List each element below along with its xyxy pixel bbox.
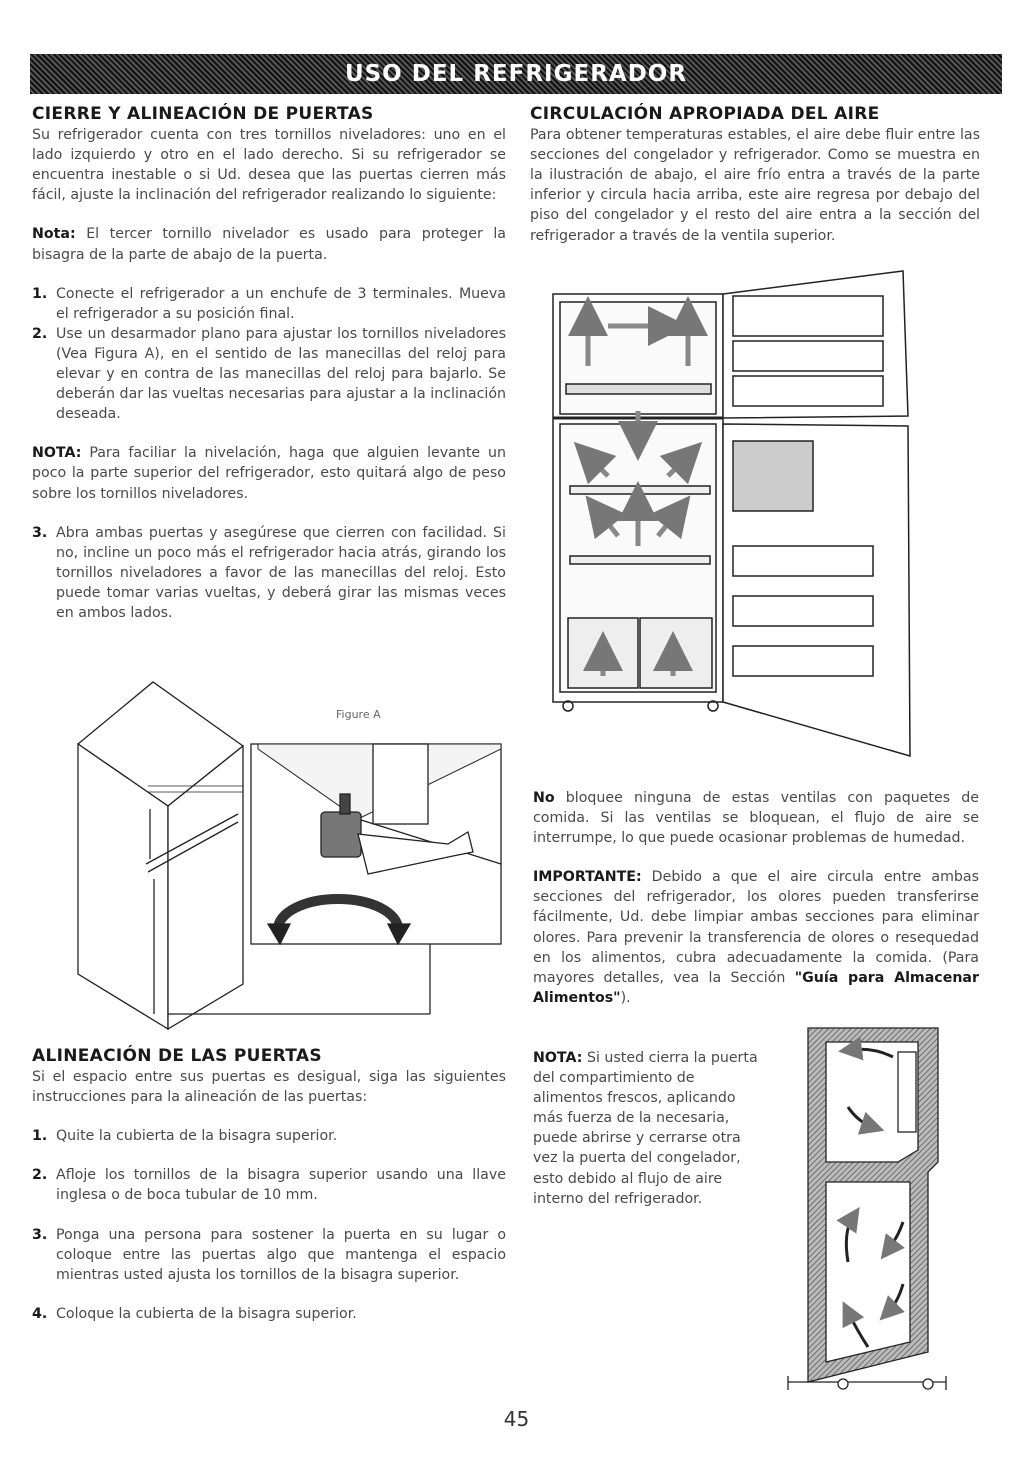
- list-item: [32, 523, 506, 623]
- nota-line: Si usted cierra la puerta: [582, 1050, 758, 1066]
- banner-title: USO DEL REFRIGERADOR: [344, 61, 688, 87]
- nota-line: vez la puerta del congelador,: [533, 1150, 741, 1167]
- step-number: 3.: [32, 524, 48, 541]
- list-item: [32, 1165, 506, 1205]
- left-column-bottom: [32, 1046, 506, 1343]
- nota-hinge: [32, 224, 506, 264]
- important-text: Debido a que el aire circula entre ambas secciones del refrigerador, los olores pueden transferirse fácilmente, Ud. debe limpiar ambas secciones para eliminar olores. Para prevenir la transferencia de olores o resequedad en los alimentos, cubra adecuadamente la comida. (Para mayores detalles, vea la Sección: [533, 869, 979, 986]
- left-column-top: [32, 104, 506, 642]
- step-text: Use un desarmador plano para ajustar los tornillos niveladores (Vea Figura A), en el sentido de las manecillas del reloj para elevar y en contra de las manecillas del reloj para bajarlo. Se deberán dar las vueltas necesarias para ajustar a la inclinación deseada.: [56, 325, 506, 423]
- cross-section-illustration: [778, 1022, 948, 1394]
- important-guide-ref: "Guía para Almacenar Alimentos": [533, 969, 979, 1006]
- leveling-steps: [32, 284, 506, 425]
- nota-door-force: [533, 1048, 773, 1209]
- list-item: [32, 324, 506, 424]
- page-number: 45: [503, 1407, 530, 1431]
- door-alignment-intro: Si el espacio entre sus puertas es desigual, siga las siguientes instrucciones para la alineación de las puertas:: [32, 1069, 506, 1106]
- section-title-door-closing: CIERRE Y ALINEACIÓN DE PUERTAS: [32, 104, 374, 124]
- section-banner: [30, 54, 1002, 94]
- air-circulation-intro: Para obtener temperaturas estables, el aire debe fluir entre las secciones del congelador y refrigerador. Como se muestra en la ilustración de abajo, el aire frío entra a través de la parte inferior y circula hacia arriba, este aire regresa por debajo del piso del congelador y el resto del aire entra a la sección del refrigerador a través de la ventila superior.: [530, 127, 980, 244]
- no-label: No: [533, 790, 555, 806]
- list-item: [32, 1225, 506, 1285]
- nota-line: interno del refrigerador.: [533, 1190, 703, 1207]
- step-number: 1.: [32, 285, 48, 302]
- list-item: [32, 1304, 506, 1324]
- step-number: 3.: [32, 1226, 48, 1243]
- nota-line: esto debido al flujo de aire: [533, 1170, 723, 1187]
- important-label: IMPORTANTE:: [533, 869, 642, 886]
- nota-label: NOTA:: [32, 445, 82, 462]
- nota-line: puede abrirse y cerrarse otra: [533, 1130, 741, 1147]
- section-title-door-alignment: ALINEACIÓN DE LAS PUERTAS: [32, 1046, 322, 1066]
- list-item: [32, 1126, 506, 1146]
- step-text: Quite la cubierta de la bisagra superior.: [56, 1128, 338, 1145]
- important-end: ).: [620, 989, 631, 1006]
- nota-line: más fuerza de la necesaria,: [533, 1110, 730, 1127]
- important-note: [533, 867, 979, 1008]
- step-number: 2.: [32, 1167, 48, 1184]
- step-number: 4.: [32, 1305, 48, 1322]
- right-column-note: [533, 1048, 773, 1209]
- section-title-air-circulation: CIRCULACIÓN APROPIADA DEL AIRE: [530, 104, 880, 124]
- nota-label: NOTA:: [533, 1050, 583, 1066]
- step-text: Conecte el refrigerador a un enchufe de 3 terminales. Mueva el refrigerador a su posición final.: [56, 285, 506, 322]
- list-item: [32, 284, 506, 324]
- figure-a-leveling-illustration: [68, 674, 508, 1036]
- nota-text: Para faciliar la nivelación, haga que alguien levante un poco la parte superior del refrigerador, esto quitará algo de peso sobre los tornillos niveladores.: [32, 445, 506, 502]
- no-block-note: [533, 788, 979, 848]
- nota-line: alimentos frescos, aplicando: [533, 1090, 736, 1107]
- no-text: bloquee ninguna de estas ventilas con paquetes de comida. Si las ventilas se bloquean, el flujo de aire se interrumpe, lo que puede ocasionar problemas de humedad.: [533, 790, 979, 847]
- door-closing-intro: Su refrigerador cuenta con tres tornillos niveladores: uno en el lado izquierdo y otro en el lado derecho. Si su refrigerador se encuentra inestable o si Ud. desea que las puertas cierren más fácil, ajuste la inclinación del refrigerador realizando lo siguiente:: [32, 127, 506, 204]
- nota-text: El tercer tornillo nivelador es usado para proteger la bisagra de la parte de abajo de la puerta.: [32, 226, 506, 263]
- step-text: Coloque la cubierta de la bisagra superior.: [56, 1305, 357, 1322]
- step-text: Abra ambas puertas y asegúrese que cierren con facilidad. Si no, incline un poco más el refrigerador hacia atrás, girando los tornillos niveladores a favor de las manecillas del reloj. Esto puede tomar varias vueltas, y deberá girar las mismas veces en ambos lados.: [56, 524, 506, 621]
- step-number: 1.: [32, 1128, 48, 1145]
- nota-line: del compartimiento de: [533, 1070, 695, 1087]
- step-number: 2.: [32, 325, 48, 342]
- step-text: Ponga una persona para sostener la puerta en su lugar o coloque entre las puertas algo que mantenga el espacio mientras usted ajusta los tornillos de la bisagra superior.: [56, 1226, 506, 1283]
- figure-a-caption: Figure A: [336, 708, 381, 721]
- right-column-top: [530, 104, 980, 265]
- step-text: Afloje los tornillos de la bisagra superior usando una llave inglesa o de boca tubular de 10 mm.: [56, 1167, 506, 1204]
- right-column-middle: [533, 788, 979, 1008]
- alignment-steps: [32, 1126, 506, 1324]
- door-check-steps: [32, 523, 506, 623]
- nota-leveling: [32, 443, 506, 503]
- air-circulation-illustration: [548, 266, 918, 760]
- nota-label: Nota:: [32, 226, 76, 243]
